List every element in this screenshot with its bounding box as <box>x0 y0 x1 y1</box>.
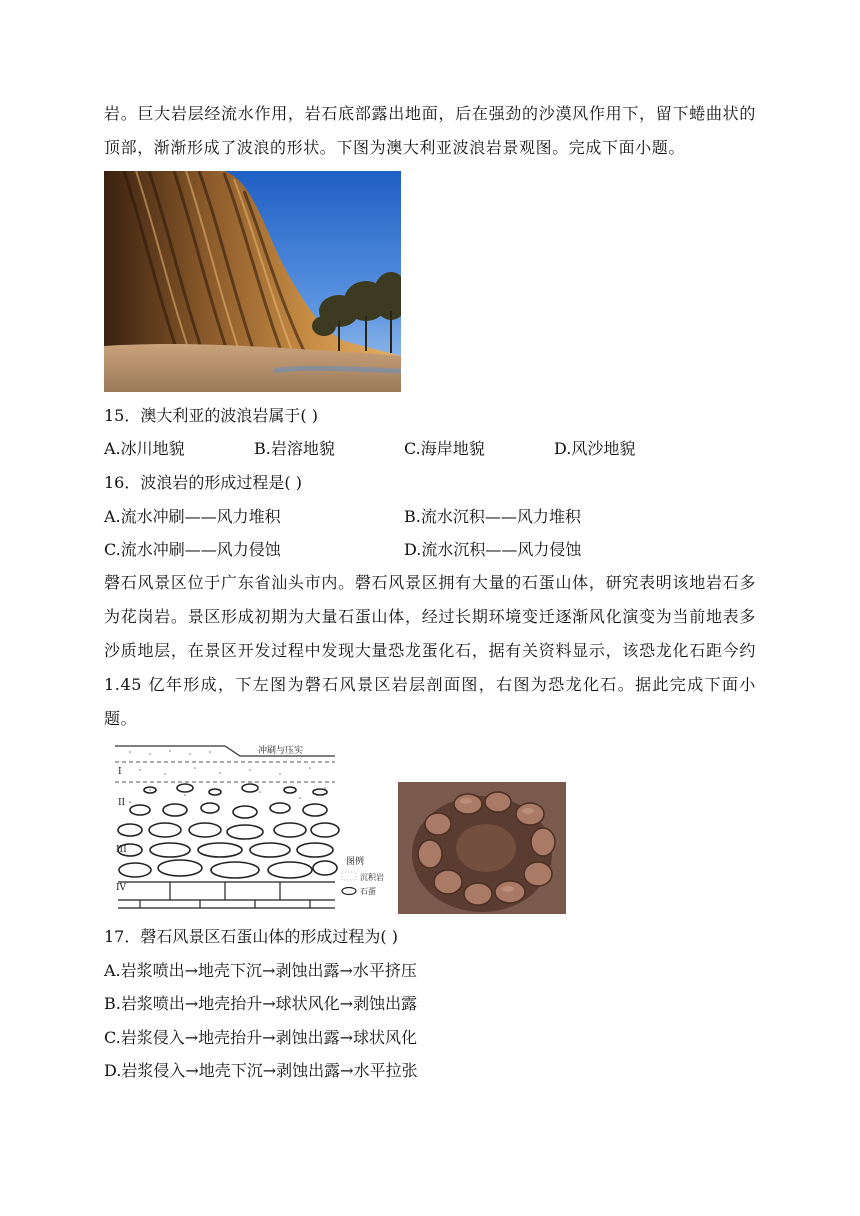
q17-option-a[interactable]: A.岩浆喷出→地壳下沉→剥蚀出露→水平挤压 <box>104 961 417 980</box>
q16-option-c[interactable]: C.流水冲刷——风力侵蚀 <box>104 540 281 559</box>
layer-label-2: II <box>118 798 126 808</box>
q16-option-a[interactable]: A.流水冲刷——风力堆积 <box>104 507 281 526</box>
dinosaur-egg-fossil-photo <box>398 782 566 914</box>
intro-paragraph-wave-rock: 岩。巨大岩层经流水作用，岩石底部露出地面，后在强劲的沙漠风作用下，留下蜷曲状的顶部，渐渐形成了波浪的形状。下图为澳大利亚波浪岩景观图。完成下面小题。 <box>104 104 756 157</box>
layer-label-4: IV <box>116 883 127 893</box>
legend-egg: 石蛋 <box>360 887 376 896</box>
rock-layer-section-diagram <box>110 740 385 910</box>
q15-option-c[interactable]: C.海岸地貌 <box>404 439 485 458</box>
q15-option-b[interactable]: B.岩溶地貌 <box>254 439 335 458</box>
question-15-stem: 15．澳大利亚的波浪岩属于( ) <box>104 406 318 425</box>
layer-label-3: III <box>116 845 127 855</box>
legend-title: 图例 <box>346 857 365 867</box>
q16-option-b[interactable]: B.流水沉积——风力堆积 <box>404 507 581 526</box>
q15-option-d[interactable]: D.风沙地貌 <box>554 439 636 458</box>
question-16-stem: 16．波浪岩的形成过程是( ) <box>104 473 302 492</box>
layer-label-1: I <box>118 767 122 777</box>
q17-option-d[interactable]: D.岩浆侵入→地壳下沉→剥蚀出露→水平拉张 <box>104 1061 418 1080</box>
q15-option-a[interactable]: A.冰川地貌 <box>104 439 185 458</box>
q17-option-b[interactable]: B.岩浆喷出→地壳抬升→球状风化→剥蚀出露 <box>104 994 418 1013</box>
q17-option-c[interactable]: C.岩浆侵入→地壳抬升→剥蚀出露→球状风化 <box>104 1028 417 1047</box>
intro-paragraph-panshi: 磬石风景区位于广东省汕头市内。磬石风景区拥有大量的石蛋山体，研究表明该地岩石多为花岗岩。景区形成初期为大量石蛋山体，经过长期环境变迁逐渐风化演变为当前地表多沙质地层，在景区开发过程中发现大量恐龙蛋化石，据有关资料显示，该恐龙化石距今约 1.45 亿年形成，下左图为磬石风景区岩层剖面图，右图为恐龙化石。据此完成下面小题。 <box>104 573 756 728</box>
legend-sediment: 沉积岩 <box>360 873 384 882</box>
diagram-top-label: 冲刷与压实 <box>258 746 304 756</box>
wave-rock-photo <box>104 171 401 392</box>
question-17-stem: 17．磬石风景区石蛋山体的形成过程为( ) <box>104 927 398 946</box>
q16-option-d[interactable]: D.流水沉积——风力侵蚀 <box>404 540 582 559</box>
